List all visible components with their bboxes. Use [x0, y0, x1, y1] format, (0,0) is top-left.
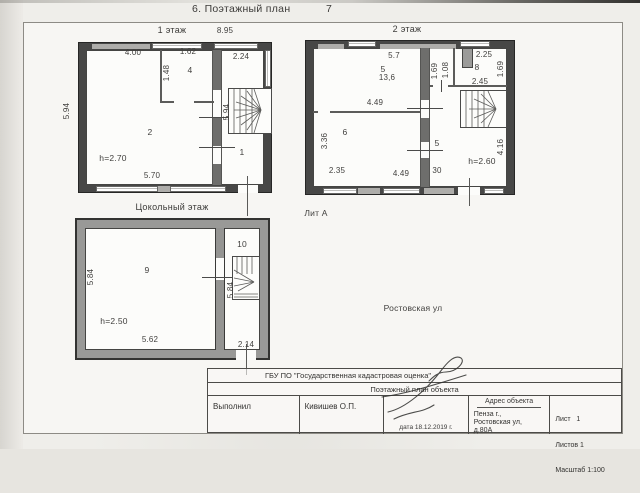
dim-2-25: 2.25 [475, 50, 493, 59]
dim-5-70: 5.70 [143, 171, 161, 180]
wall-segment [421, 48, 429, 100]
room-number-2: 2 [147, 127, 153, 137]
street-label: Ростовская ул [383, 303, 443, 313]
scan-left-margin [0, 0, 23, 449]
dim-8-95: 8.95 [216, 26, 234, 35]
dim-4-49-bottom: 4.49 [392, 169, 410, 178]
dim-5-94-left: 5.94 [62, 102, 71, 120]
date-label: дата 18.12.2019 г. [399, 424, 453, 431]
stairs-icon [460, 90, 507, 128]
wall-segment [213, 118, 221, 146]
dim-5-84-left: 5.84 [86, 268, 95, 286]
dimension-tick [407, 150, 443, 151]
scan-top-smudge [0, 0, 640, 3]
dim-3-36: 3.36 [320, 132, 329, 150]
wall-segment [213, 164, 221, 185]
signature [378, 350, 474, 424]
dim-1-69-right: 1.69 [496, 60, 505, 78]
room-number-1: 1 [239, 147, 245, 157]
ceiling-height: h=2.70 [99, 153, 127, 163]
wall-segment [358, 188, 380, 194]
address-line: Ростовская ул, [473, 419, 522, 426]
room-number-9: 9 [144, 265, 150, 275]
floor2-title: 2 этаж [392, 24, 422, 34]
dimension-tick [407, 108, 443, 109]
address-lines [474, 411, 522, 435]
cell-sheet-info [549, 396, 621, 474]
wall-segment [216, 280, 224, 350]
page-title: 6. Поэтажный план [192, 3, 291, 15]
wall-segment [318, 44, 344, 49]
dim-4-49-mid: 4.49 [366, 98, 384, 107]
dim-30: 30 [432, 166, 442, 175]
window [96, 186, 158, 192]
stairs-icon [232, 256, 260, 300]
ceiling-height: h=2.50 [100, 316, 128, 326]
room-number-6: 6 [342, 127, 348, 137]
dim-5-62: 5.62 [141, 335, 159, 344]
dim-2-35: 2.35 [328, 166, 346, 175]
window [460, 41, 490, 47]
dim-2-24: 2.24 [232, 52, 250, 61]
window [323, 188, 357, 194]
window [214, 43, 258, 49]
address-line: Пенза г., [473, 411, 502, 418]
dimension-tick [199, 147, 235, 148]
wall-segment [380, 44, 456, 49]
window [265, 50, 271, 87]
floor1-title: 1 этаж [157, 25, 187, 35]
dim-4-16: 4.16 [496, 138, 505, 156]
dim-5-7: 5.7 [388, 51, 400, 60]
executor-name: Кивишев О.П. [304, 402, 357, 411]
basement-title: Цокольный этаж [135, 202, 209, 212]
address-label: Адрес объекта [477, 398, 542, 408]
partition-wall [453, 48, 455, 86]
wall-segment [421, 118, 429, 142]
wall-segment [213, 50, 221, 90]
dim-1-62: 1.62 [179, 47, 197, 56]
room-number-4: 4 [187, 65, 193, 75]
window [348, 41, 376, 47]
dim-5-94-right: 5.94 [222, 103, 231, 121]
stairs-icon [228, 88, 272, 134]
window [170, 186, 226, 192]
cell-executor [299, 396, 384, 434]
window [383, 188, 420, 194]
dim-4-00: 4.00 [124, 48, 142, 57]
dim-2-14: 2.14 [237, 340, 255, 349]
doc-title: Поэтажный план объекта [370, 385, 459, 394]
building-letter-label: Лит А [304, 208, 328, 218]
window [484, 188, 504, 194]
cell-role [208, 396, 299, 434]
sheet-number: Лист 1 [555, 416, 581, 423]
room-number-8: 8 [474, 62, 480, 72]
sheets-total: Листов 1 [555, 441, 584, 449]
dim-2-45: 2.45 [471, 77, 489, 86]
scale-label: Масштаб 1:100 [555, 467, 605, 474]
dim-1-48: 1.48 [162, 64, 171, 82]
wall-segment [216, 228, 224, 258]
door-opening [238, 185, 258, 193]
door-opening [318, 110, 330, 114]
door-opening [174, 100, 194, 104]
door-axis-line [469, 178, 470, 206]
room-number-5: 5 [380, 64, 386, 74]
room-number-5-hall: 5 [434, 138, 440, 148]
dim-1-69-left: 1.69 [430, 62, 439, 80]
dim-5-84-right: 5.84 [226, 281, 235, 299]
wall-segment [424, 188, 454, 194]
dim-1-08: 1.08 [441, 61, 450, 79]
wall-segment [158, 186, 170, 192]
page-number: 7 [326, 3, 333, 15]
door-axis-line [247, 176, 248, 216]
sheet-info [555, 399, 604, 493]
ceiling-height: h=2.60 [468, 156, 496, 166]
role-label: Выполнил [213, 402, 251, 411]
cell-address [468, 396, 550, 434]
address-line: д.80А [473, 427, 493, 434]
org-name: ГБУ ПО "Государственная кадастровая оценка" [264, 371, 432, 380]
room-number-10: 10 [237, 239, 247, 249]
area-13-6: 13,6 [378, 73, 396, 82]
